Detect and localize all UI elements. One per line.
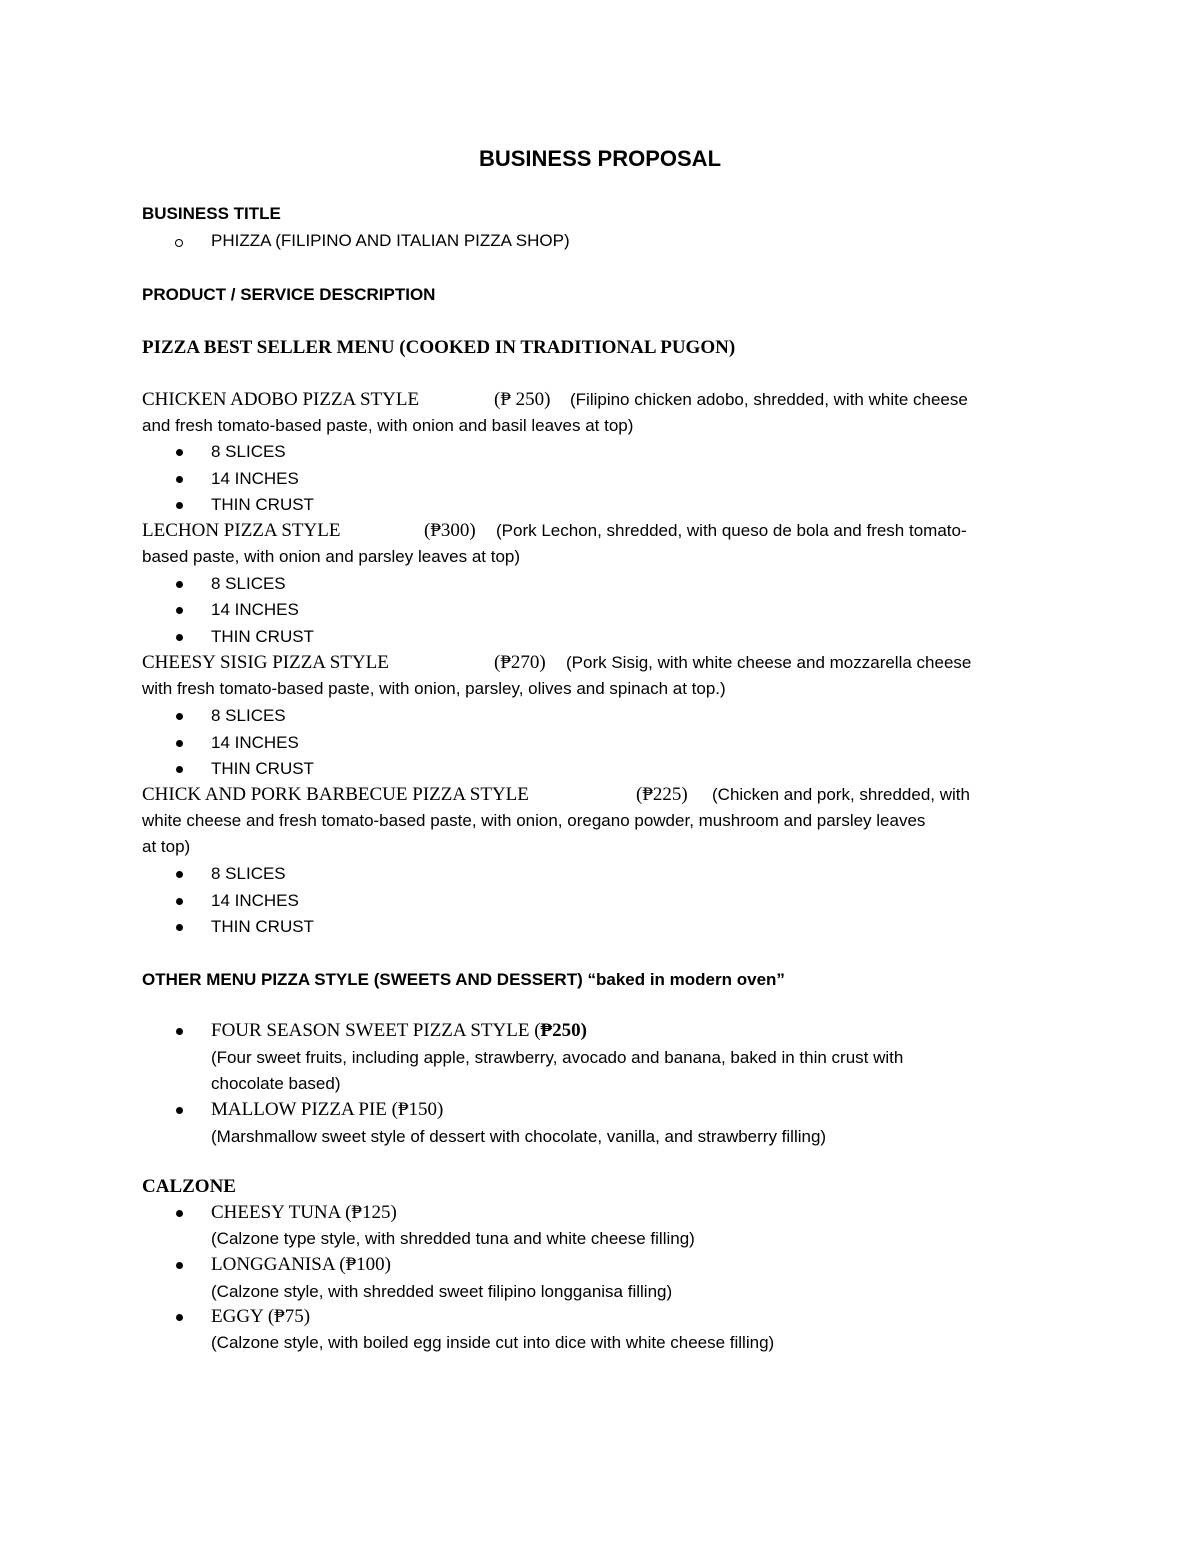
menu-item-price: (₱300): [424, 520, 476, 541]
bullet-icon: [176, 766, 183, 773]
calzone-item-description: (Calzone style, with boiled egg inside cut into dice with white cheese filling): [211, 1333, 775, 1352]
menu-item-description: (Filipino chicken adobo, shredded, with white cheese: [570, 390, 968, 409]
bullet-icon: [176, 1314, 183, 1321]
calzone-item-name: CHEESY TUNA (₱125): [211, 1202, 397, 1223]
menu-item-spec: 14 INCHES: [211, 600, 299, 619]
menu-item-description: (Chicken and pork, shredded, with: [712, 785, 970, 804]
menu-item-name: LECHON PIZZA STYLE: [142, 520, 341, 541]
calzone-heading: CALZONE: [142, 1176, 236, 1197]
menu-item-description-cont: white cheese and fresh tomato-based paste, with onion, oregano powder, mushroom and parsley leaves: [142, 811, 926, 830]
menu-item-spec: THIN CRUST: [211, 627, 314, 646]
menu-item-description-cont: with fresh tomato-based paste, with onion, parsley, olives and spinach at top.): [142, 679, 726, 698]
page-title: BUSINESS PROPOSAL: [478, 146, 722, 171]
business-title-value: PHIZZA (FILIPINO AND ITALIAN PIZZA SHOP): [211, 231, 570, 250]
calzone-item-name: LONGGANISA (₱100): [211, 1254, 391, 1275]
bullet-icon: [176, 1210, 183, 1217]
bullet-icon: [176, 1262, 183, 1269]
bullet-icon: [176, 898, 183, 905]
menu-item-description-cont: based paste, with onion and parsley leaves at top): [142, 547, 521, 566]
bullet-icon: [176, 924, 183, 931]
menu-item-spec: 14 INCHES: [211, 469, 299, 488]
circle-bullet-icon: [175, 239, 183, 247]
bullet-icon: [176, 1107, 183, 1114]
menu-item-description: (Pork Sisig, with white cheese and mozzarella cheese: [566, 653, 972, 672]
calzone-item-description: (Calzone style, with shredded sweet filipino longganisa filling): [211, 1282, 673, 1301]
menu-item-name: CHEESY SISIG PIZZA STYLE: [142, 652, 389, 673]
business-title-heading: BUSINESS TITLE: [142, 204, 281, 223]
menu-item-name: CHICKEN ADOBO PIZZA STYLE: [142, 389, 420, 410]
menu-item-spec: 14 INCHES: [211, 733, 299, 752]
menu-item-description-cont: and fresh tomato-based paste, with onion and basil leaves at top): [142, 416, 634, 435]
dessert-item-name: MALLOW PIZZA PIE (₱150): [211, 1099, 444, 1120]
menu-item-price: (₱225): [636, 784, 688, 805]
dessert-item-name: FOUR SEASON SWEET PIZZA STYLE (₱250): [211, 1020, 587, 1041]
bullet-icon: [176, 449, 183, 456]
menu-item-price: (₱ 250): [494, 389, 551, 410]
menu-item-spec: 8 SLICES: [211, 864, 286, 883]
dessert-item-description: (Marshmallow sweet style of dessert with chocolate, vanilla, and strawberry filling): [211, 1127, 827, 1146]
bullet-icon: [176, 1028, 183, 1035]
bullet-icon: [176, 713, 183, 720]
bullet-icon: [176, 740, 183, 747]
bullet-icon: [176, 581, 183, 588]
menu-item-spec: 8 SLICES: [211, 442, 286, 461]
menu-item-spec: 8 SLICES: [211, 706, 286, 725]
menu-item-spec: THIN CRUST: [211, 495, 314, 514]
menu-item-spec: THIN CRUST: [211, 759, 314, 778]
menu-item-spec: THIN CRUST: [211, 917, 314, 936]
menu-item-spec: 8 SLICES: [211, 574, 286, 593]
menu-item-description: (Pork Lechon, shredded, with queso de bola and fresh tomato-: [496, 521, 967, 540]
bullet-icon: [176, 476, 183, 483]
product-description-heading: PRODUCT / SERVICE DESCRIPTION: [142, 285, 436, 304]
menu-item-description-cont: at top): [142, 837, 191, 856]
bullet-icon: [176, 871, 183, 878]
calzone-item-description: (Calzone type style, with shredded tuna and white cheese filling): [211, 1229, 695, 1248]
calzone-item-name: EGGY (₱75): [211, 1306, 311, 1327]
dessert-item-description: (Four sweet fruits, including apple, strawberry, avocado and banana, baked in thin crust with: [211, 1048, 904, 1067]
bullet-icon: [176, 607, 183, 614]
menu-item-spec: 14 INCHES: [211, 891, 299, 910]
dessert-item-description-cont: chocolate based): [211, 1074, 341, 1093]
menu-item-price: (₱270): [494, 652, 546, 673]
bullet-icon: [176, 634, 183, 641]
menu-item-name: CHICK AND PORK BARBECUE PIZZA STYLE: [142, 784, 529, 805]
bullet-icon: [176, 502, 183, 509]
other-menu-heading: OTHER MENU PIZZA STYLE (SWEETS AND DESSERT) “baked in modern oven”: [142, 970, 785, 989]
best-seller-heading: PIZZA BEST SELLER MENU (COOKED IN TRADITIONAL PUGON): [142, 337, 736, 358]
